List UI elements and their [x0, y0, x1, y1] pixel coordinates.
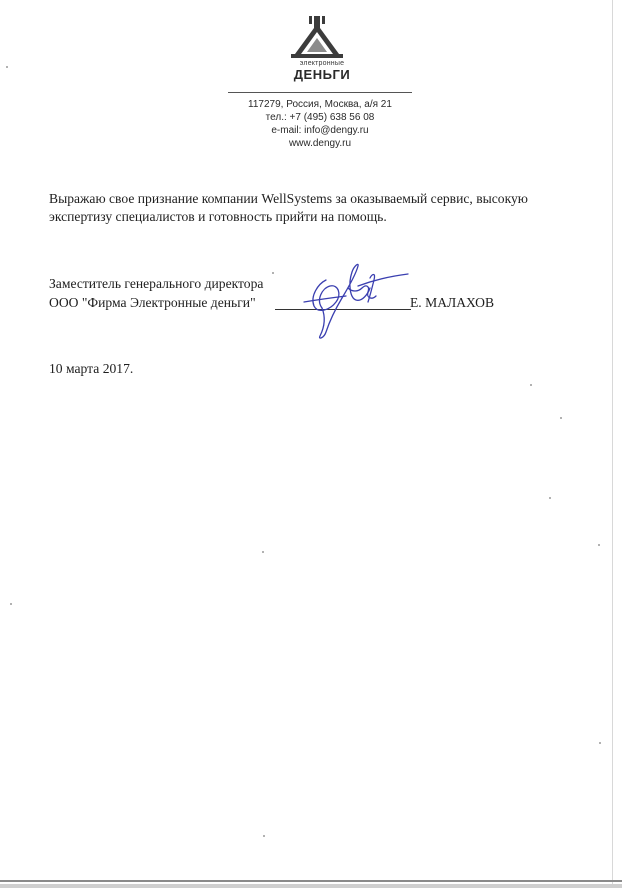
position-line: ООО "Фирма Электронные деньги" [49, 295, 256, 310]
page-edge [0, 880, 622, 882]
email-text: e-mail: info@dengy.ru [271, 125, 369, 136]
scan-speck [530, 384, 532, 386]
phone-text: тел.: +7 (495) 638 56 08 [265, 112, 375, 123]
company-logo-icon [289, 14, 345, 60]
scan-speck [549, 497, 551, 499]
logo-subtitle: электронные [299, 60, 345, 67]
body-line: экспертизу специалистов и готовность прийти на помощь. [49, 209, 387, 224]
scan-speck [6, 66, 8, 68]
address-text: 117279, Россия, Москва, а/я 21 [248, 99, 392, 110]
page-edge [0, 884, 622, 888]
letter-date: 10 марта 2017. [49, 361, 134, 376]
scan-speck [263, 835, 265, 837]
position-line: Заместитель генерального директора [49, 276, 264, 291]
letterhead-divider [228, 92, 412, 93]
scan-speck [10, 603, 12, 605]
signer-position [49, 274, 263, 312]
scan-speck [560, 417, 562, 419]
letterhead-contacts [212, 98, 428, 150]
signer-name: Е. МАЛАХОВ [410, 295, 495, 310]
page-edge [612, 0, 613, 888]
body-line: Выражаю свое признание компании WellSystems за оказываемый сервис, высокую [49, 191, 528, 206]
website-text: www.dengy.ru [288, 138, 352, 149]
scan-speck [599, 742, 601, 744]
logo-title: ДЕНЬГИ [293, 67, 351, 82]
letter-body [49, 190, 589, 226]
scan-speck [272, 272, 274, 274]
scan-speck [598, 544, 600, 546]
handwritten-signature-icon [296, 258, 414, 340]
scan-speck [262, 551, 264, 553]
